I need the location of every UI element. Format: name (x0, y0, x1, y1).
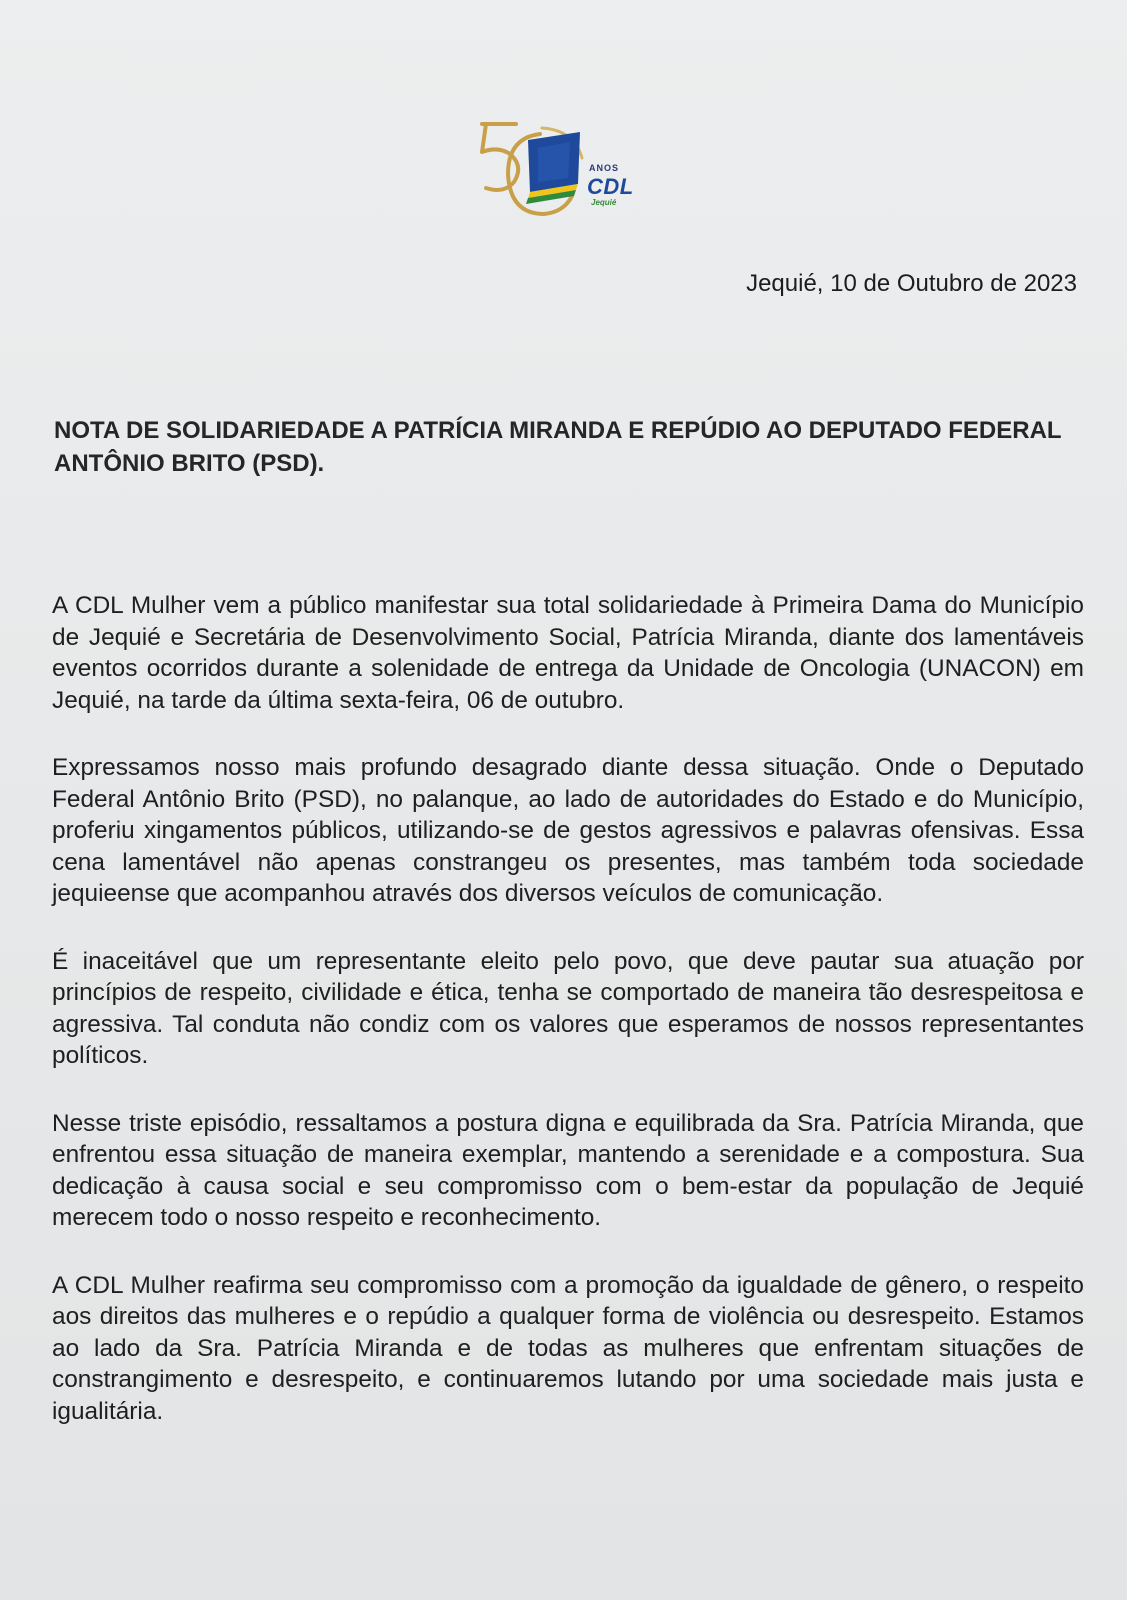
paragraph-3: É inaceitável que um representante eleito pelo povo, que deve pautar sua atuação por princípios de respeito, civilidade e ética, tenha se comportado de maneira tão desrespeitosa e agressiva. Tal conduta não condiz com os valores que esperamos de nossos representantes políticos. (52, 947, 1084, 1069)
document-body (52, 590, 1084, 1463)
paragraph-4: Nesse triste episódio, ressaltamos a postura digna e equilibrada da Sra. Patrícia Miranda, que enfrentou essa situação de maneira exemplar, mantendo a serenidade e a compostura. Sua dedicação à causa social e seu compromisso com o bem-estar da população de Jequié merecem todo o nosso respeito e reconhecimento. (52, 1109, 1084, 1231)
logo-anos-text: ANOS (589, 163, 620, 173)
paragraph-2: Expressamos nosso mais profundo desagrado diante dessa situação. Onde o Deputado Federal Antônio Brito (PSD), no palanque, ao lado de autoridades do Estado e do Município, proferiu xingamentos públicos, utilizando-se de gestos agressivos e palavras ofensivas. Essa cena lamentável não apenas constrangeu os presentes, mas também toda sociedade jequieense que acompanhou através dos diversos veículos de comunicação. (52, 754, 1084, 907)
logo-brand-text: CDL (587, 174, 634, 199)
logo-city-text: Jequié (591, 198, 617, 207)
paragraph-5: A CDL Mulher reafirma seu compromisso com a promoção da igualdade de gênero, o respeito aos direitos das mulheres e o repúdio a qualquer forma de violência ou desrespeito. Estamos ao lado da Sra. Patrícia Miranda e de todas as mulheres que enfrentam situações de constrangimento e desrespeito, e continuaremos lutando por uma sociedade mais justa e igualitária. (52, 1271, 1084, 1425)
document-title: NOTA DE SOLIDARIEDADE A PATRÍCIA MIRANDA E REPÚDIO AO DEPUTADO FEDERAL ANTÔNIO BRITO (PSD). (54, 417, 1062, 477)
document-date: Jequié, 10 de Outubro de 2023 (746, 270, 1077, 297)
cdl-50-anos-logo (478, 118, 648, 230)
paragraph-1: A CDL Mulher vem a público manifestar sua total solidariedade à Primeira Dama do Município de Jequié e Secretária de Desenvolvimento Social, Patrícia Miranda, diante dos lamentáveis eventos ocorridos durante a solenidade de entrega da Unidade de Oncologia (UNACON) em Jequié, na tarde da última sexta-feira, 06 de outubro. (52, 592, 1084, 714)
